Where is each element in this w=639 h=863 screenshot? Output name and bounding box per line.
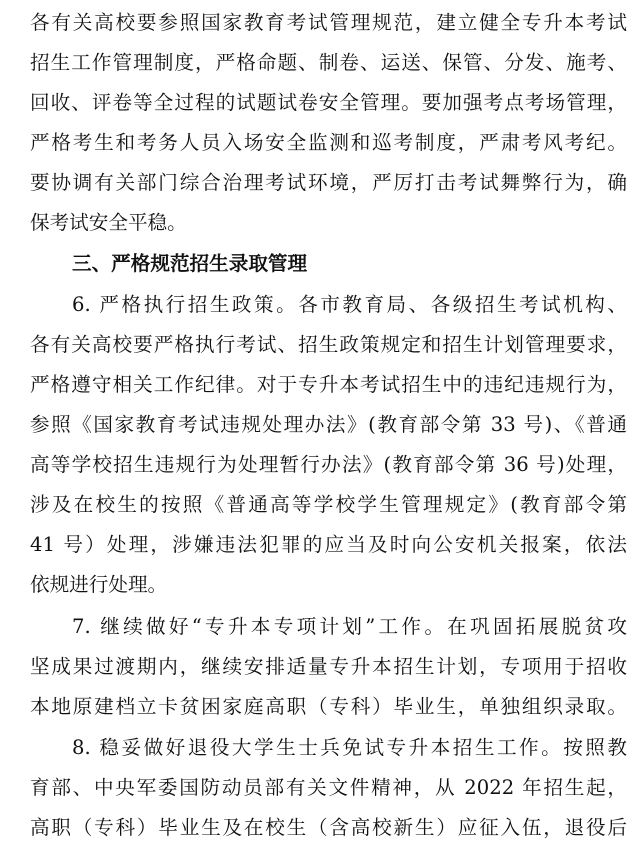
text-line: 高等学校招生违规行为处理暂行办法》(教育部令第 36 号)处理， [30,453,627,476]
text-line: 6. 严格执行招生政策。各市教育局、各级招生考试机构、 [72,293,627,316]
section-heading: 三、严格规范招生录取管理 [72,252,308,275]
text-line: 育部、中央军委国防动员部有关文件精神，从 2022 年招生起， [30,776,627,799]
text-line: 7. 继续做好“专升本专项计划”工作。在巩固拓展脱贫攻 [72,615,627,638]
text-line: 坚成果过渡期内，继续安排适量专升本招生计划，专项用于招收 [30,655,627,678]
text-line: 招生工作管理制度，严格命题、制卷、运送、保管、分发、施考、 [30,51,627,74]
text-line: 严格考生和考务人员入场安全监测和巡考制度，严肃考风考纪。 [30,131,627,154]
text-line: 回收、评卷等全过程的试题试卷安全管理。要加强考点考场管理， [30,91,627,114]
text-line: 高职（专科）毕业生及在校生（含高校新生）应征入伍，退役后 [30,816,627,839]
text-line: 保考试安全平稳。 [30,211,187,234]
text-line: 参照《国家教育考试违规处理办法》(教育部令第 33 号)、《普通 [30,413,627,436]
text-line: 依规进行处理。 [30,573,168,596]
text-line: 严格遵守相关工作纪律。对于专升本考试招生中的违纪违规行为， [30,373,627,396]
text-line: 各有关高校要参照国家教育考试管理规范，建立健全专升本考试 [30,11,627,34]
text-line: 要协调有关部门综合治理考试环境，严厉打击考试舞弊行为，确 [30,171,627,194]
text-line: 41 号）处理，涉嫌违法犯罪的应当及时向公安机关报案，依法 [30,533,627,556]
text-line: 8. 稳妥做好退役大学生士兵免试专升本招生工作。按照教 [72,736,627,759]
text-line: 涉及在校生的按照《普通高等学校学生管理规定》(教育部令第 [30,493,627,516]
text-line: 各有关高校要严格执行考试、招生政策规定和招生计划管理要求， [30,333,627,356]
text-line: 本地原建档立卡贫困家庭高职（专科）毕业生，单独组织录取。 [30,695,627,718]
